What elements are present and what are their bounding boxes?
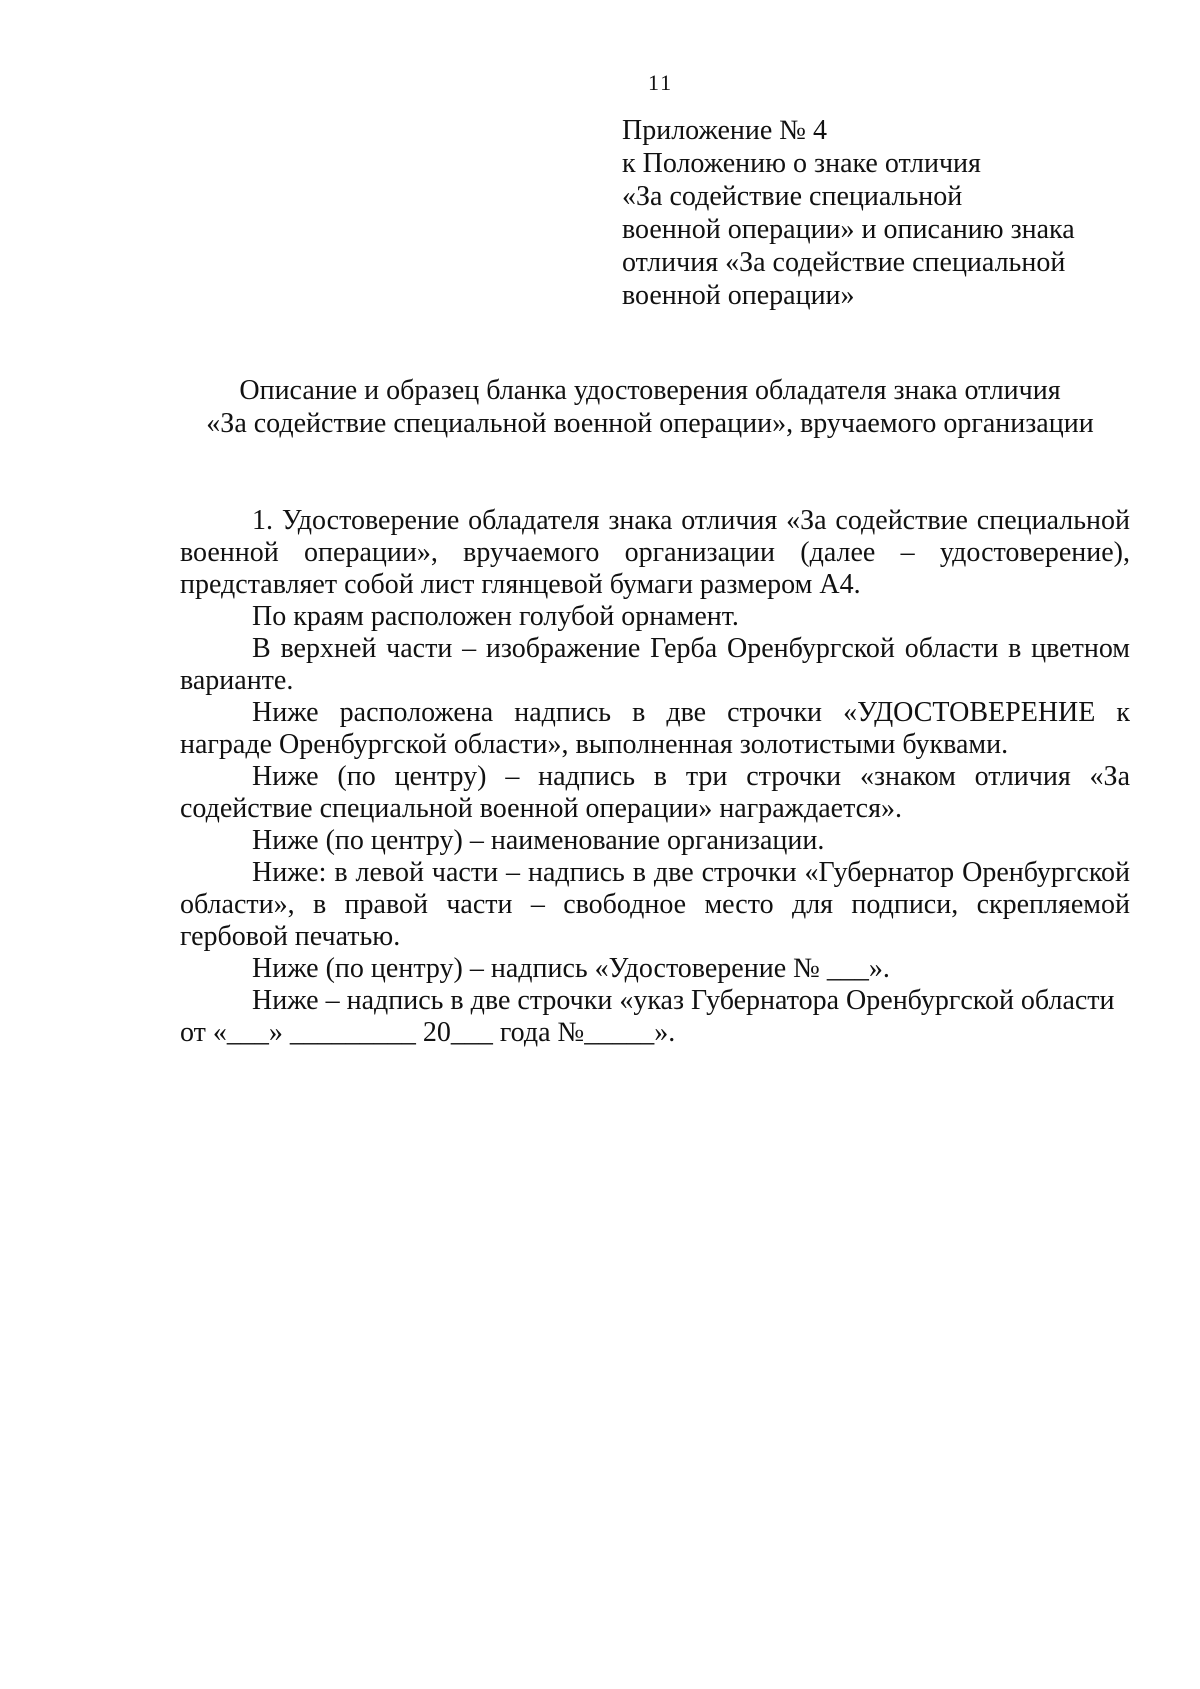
appendix-line: «За содействие специальной: [622, 181, 963, 212]
document-title: [150, 374, 1150, 440]
appendix-line: военной операции» и описанию знака: [622, 214, 1075, 245]
appendix-line: к Положению о знаке отличия: [622, 148, 981, 179]
body-paragraph: Ниже (по центру) – наименование организации.: [252, 825, 825, 856]
document-body: [180, 505, 1130, 1049]
appendix-line: отличия «За содействие специальной: [622, 247, 1066, 278]
title-line: «За содействие специальной военной операции», вручаемого организации: [206, 408, 1094, 439]
body-paragraph: По краям расположен голубой орнамент.: [252, 601, 739, 632]
body-paragraph: Ниже расположена надпись в две строчки «УДОСТОВЕРЕНИЕ к награде Оренбургской области», выполненная золотистыми буквами.: [180, 697, 1130, 760]
decree-reference-line: от «___» _________ 20___ года №_____».: [180, 1017, 676, 1048]
appendix-line: военной операции»: [622, 280, 855, 311]
page-number: 11: [648, 70, 674, 95]
title-line: Описание и образец бланка удостоверения обладателя знака отличия: [239, 375, 1061, 406]
body-paragraph: Ниже (по центру) – надпись в три строчки «знаком отличия «За содействие специальной военной операции» награждается».: [180, 761, 1130, 824]
body-paragraph: Ниже: в левой части – надпись в две строчки «Губернатор Оренбургской области», в правой части – свободное место для подписи, скрепляемой гербовой печатью.: [180, 857, 1130, 952]
body-paragraph: 1. Удостоверение обладателя знака отличия «За содействие специальной военной операции», вручаемого организации (далее – удостоверение), представляет собой лист глянцевой бумаги размером А4.: [180, 505, 1130, 600]
body-paragraph: Ниже (по центру) – надпись «Удостоверение № ___».: [252, 953, 890, 984]
body-paragraph: Ниже – надпись в две строчки «указ Губернатора Оренбургской области: [252, 985, 1115, 1016]
appendix-line: Приложение № 4: [622, 115, 827, 146]
body-paragraph: В верхней части – изображение Герба Оренбургской области в цветном варианте.: [180, 633, 1130, 696]
appendix-header: [622, 114, 1142, 312]
